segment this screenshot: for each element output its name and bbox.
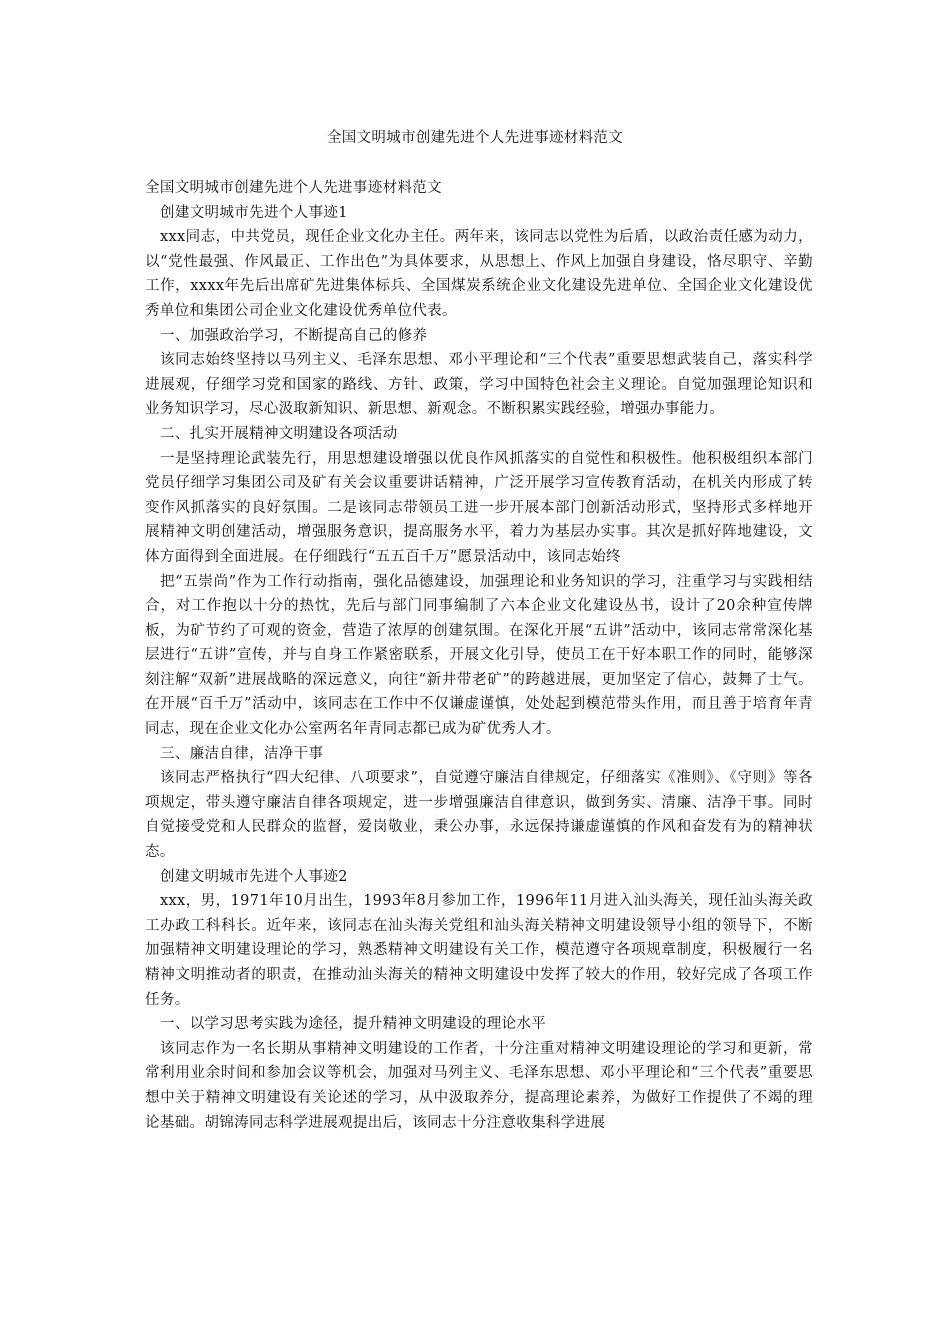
paragraph-theory-level: 该同志作为一名长期从事精神文明建设的工作者，十分注重对精神文明建设理论的学习和更新，常常利用业余时间和参加会议等机会，加强对马列主义、毛泽东思想、邓小平理论和“三个代表”重要思想中关于精神文明建设有关论述的学习，从中汲取养分，提高理论素养，为做好工作提供了不竭的理论基础。胡锦涛同志科学进展观提出后，该同志十分注意收集科学进展	[145, 1040, 813, 1131]
section-heading-story-2: 创建文明城市先进个人事迹2	[160, 868, 348, 885]
body-heading: 全国文明城市创建先进个人先进事迹材料范文	[145, 180, 442, 196]
paragraph-civilization-activities: 一是坚持理论武装先行，用思想建设增强以优良作风抓落实的自觉性和积极性。他积极组织本部门党员仔细学习集团公司及矿有关会议重要讲话精神，广泛开展学习宣传教育活动，在机关内形成了转变作风抓落实的良好氛围。二是该同志带领员工进一步开展本部门创新活动形式，坚持形式多样地开展精神文明创建活动，增强服务意识，提高服务水平，着力为基层办实事。其次是抓好阵地建设，文体方面得到全面进展。在仔细践行“五五百千万”愿景活动中，该同志始终	[145, 450, 813, 565]
document-body	[145, 176, 813, 1135]
section-heading-story-1: 创建文明城市先进个人事迹1	[160, 204, 348, 221]
subheading-civilization-activities: 二、扎实开展精神文明建设各项活动	[160, 425, 398, 442]
subheading-political-study: 一、加强政治学习，不断提高自己的修养	[160, 327, 428, 344]
paragraph-five-virtues: 把“五崇尚”作为工作行动指南，强化品德建设，加强理论和业务知识的学习，注重学习与实践相结合，对工作抱以十分的热忱，先后与部门同事编制了六本企业文化建设丛书，设计了20余种宣传牌板，为矿节约了可观的资金，营造了浓厚的创建氛围。在深化开展“五讲”活动中，该同志常常深化基层进行“五讲”宣传，并与自身工作紧密联系，开展文化引导，使员工在干好本职工作的同时，能够深刻注解“双新”进展战略的深远意义，向往“新井带老矿”的跨越进展，更加坚定了信心，鼓舞了士气。在开展“百千万”活动中，该同志在工作中不仅谦虚谨慎，处处起到模范带头作用，而且善于培育年青同志，现在企业文化办公室两名年青同志都已成为矿优秀人才。	[145, 573, 813, 738]
paragraph-political-study: 该同志始终坚持以马列主义、毛泽东思想、邓小平理论和“三个代表”重要思想武装自己，落实科学进展观，仔细学习党和国家的路线、方针、政策，学习中国特色社会主义理论。自觉加强理论知识和业务知识学习，尽心汲取新知识、新思想、新观念。不断积累实践经验，增强办事能力。	[145, 352, 813, 418]
document-title: 全国文明城市创建先进个人先进事迹材料范文	[327, 130, 623, 146]
paragraph-intro-1: xxx同志，中共党员，现任企业文化办主任。两年来，该同志以党性为后盾，以政治责任感为动力，以“党性最强、作风最正、工作出色”为具体要求，从思想上、作风上加强自身建设，恪尽职守、辛勤工作，xxxx年先后出席矿先进集体标兵、全国煤炭系统企业文化建设先进单位、全国企业文化建设优秀单位和集团公司企业文化建设优秀单位代表。	[145, 229, 813, 319]
paragraph-integrity: 该同志严格执行“四大纪律、八项要求”，自觉遵守廉洁自律规定，仔细落实《准则》、《守则》等各项规定，带头遵守廉洁自律各项规定，进一步增强廉洁自律意识，做到务实、清廉、洁净干事。同时自觉接受党和人民群众的监督，爱岗敬业，秉公办事，永远保持谦虚谨慎的作风和奋发有为的精神状态。	[145, 770, 813, 861]
subheading-theory-level: 一、以学习思考实践为途径，提升精神文明建设的理论水平	[160, 1016, 547, 1033]
paragraph-intro-2: xxx，男，1971年10月出生，1993年8月参加工作，1996年11月进入汕头海关，现任汕头海关政工办政工科科长。近年来，该同志在汕头海关党组和汕头海关精神文明建设领导小组的领导下，不断加强精神文明建设理论的学习，熟悉精神文明建设有关工作，模范遵守各项规章制度，积极履行一名精神文明推动者的职责，在推动汕头海关的精神文明建设中发挥了较大的作用，较好完成了各项工作任务。	[145, 893, 813, 1008]
subheading-integrity: 三、廉洁自律，洁净干事	[160, 745, 324, 762]
